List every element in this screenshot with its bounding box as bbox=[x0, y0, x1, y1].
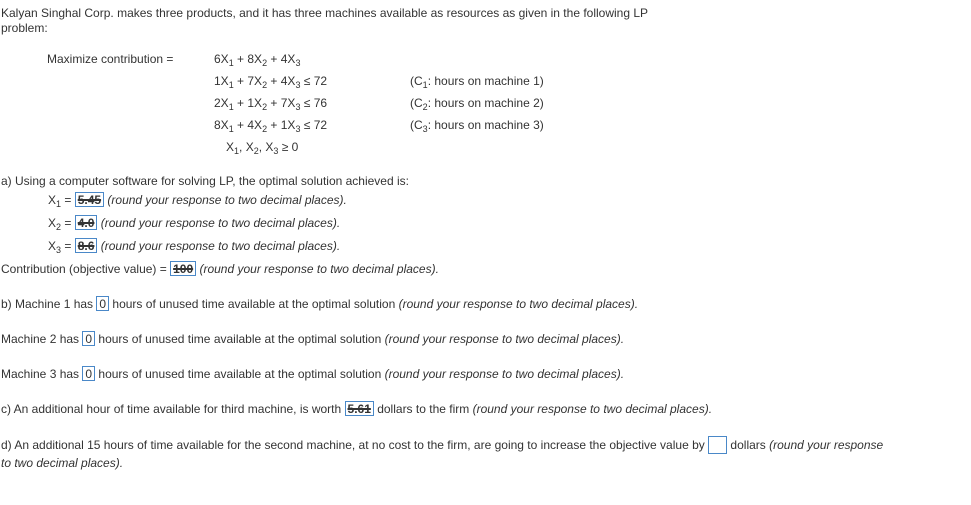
machine-1-row: b) Machine 1 has 0 hours of unused time available at the optimal solution (round your response to two decimal places). bbox=[1, 297, 639, 312]
part-d-row: d) An additional 15 hours of time available for the second machine, at no cost to the firm, are going to increase the objective value by dollars (round your response bbox=[1, 437, 883, 455]
part-d-hint-continued: to two decimal places). bbox=[1, 456, 124, 470]
nonnegativity-constraint: $X_1$, $X_2$, $X_3 \ge 0$ bbox=[226, 140, 299, 156]
constraint-2-note: ($C_2$: hours on machine 2) bbox=[410, 96, 544, 112]
machine-1-answer-box[interactable]: 0 bbox=[96, 296, 109, 311]
x3-answer-box[interactable]: 8.6 bbox=[75, 238, 98, 253]
part-a-intro: a) Using a computer software for solving LP, the optimal solution achieved is: bbox=[1, 174, 409, 188]
intro-line-1: Kalyan Singhal Corp. makes three products, and it has three machines available as resources as given in the following LP bbox=[1, 6, 649, 20]
part-c-row: c) An additional hour of time available for third machine, is worth 5.61 dollars to the firm (round your response to two decimal places). bbox=[1, 402, 713, 417]
x2-row: $X_2 = 4.0$ (round your response to two decimal places). bbox=[48, 216, 341, 232]
constraint-3-note: ($C_3$: hours on machine 3) bbox=[410, 118, 544, 134]
contribution-row: Contribution (objective value) = 100 (round your response to two decimal places). bbox=[1, 262, 439, 277]
constraint-3: $8X_1 + 4X_2 + 1X_3 \le 72$ bbox=[214, 118, 328, 134]
intro-line-2: problem: bbox=[1, 21, 48, 35]
x2-answer-box[interactable]: 4.0 bbox=[75, 215, 98, 230]
constraint-1-note: ($C_1$: hours on machine 1) bbox=[410, 74, 544, 90]
constraint-2: $2X_1 + 1X_2 + 7X_3 \le 76$ bbox=[214, 96, 328, 112]
x3-row: $X_3 = 8.6$ (round your response to two decimal places). bbox=[48, 239, 341, 255]
constraint-1: $1X_1 + 7X_2 + 4X_3 \le 72$ bbox=[214, 74, 328, 90]
machine-3-row: Machine 3 has 0 hours of unused time available at the optimal solution (round your response to two decimal places). bbox=[1, 367, 625, 382]
contribution-answer-box[interactable]: 100 bbox=[170, 261, 196, 276]
part-c-answer-box[interactable]: 5.61 bbox=[345, 401, 374, 416]
x1-row: $X_1 = 5.45$ (round your response to two decimal places). bbox=[48, 193, 347, 209]
x1-answer-box[interactable]: 5.45 bbox=[75, 192, 104, 207]
objective-label: Maximize contribution = bbox=[47, 52, 174, 66]
objective-function: $6X_1 + 8X_2 + 4X_3$ bbox=[214, 52, 301, 68]
part-d-answer-box[interactable] bbox=[708, 436, 727, 454]
machine-2-row: Machine 2 has 0 hours of unused time available at the optimal solution (round your response to two decimal places). bbox=[1, 332, 625, 347]
machine-2-answer-box[interactable]: 0 bbox=[82, 331, 95, 346]
machine-3-answer-box[interactable]: 0 bbox=[82, 366, 95, 381]
